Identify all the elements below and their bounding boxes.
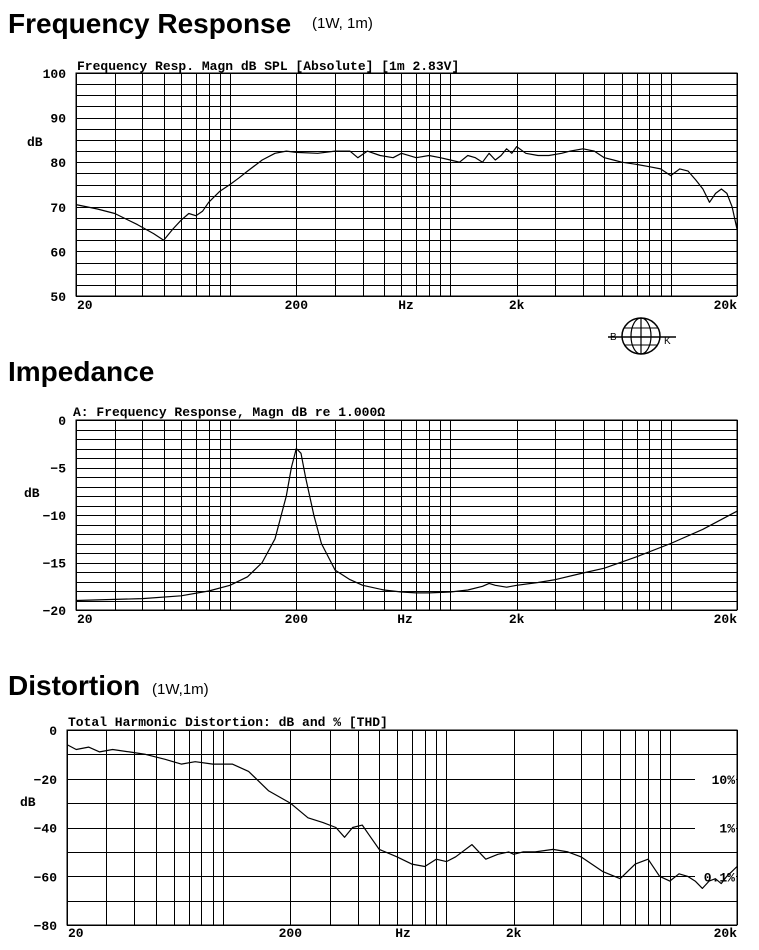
section-title-distortion: Distortion xyxy=(8,670,141,701)
y-tick-label: 60 xyxy=(50,245,66,261)
y-tick-label: 70 xyxy=(50,200,66,216)
y-tick-label: 80 xyxy=(50,156,66,172)
chart-title: A: Frequency Response, Magn dB re 1.000Ω xyxy=(73,405,386,420)
bk-logo-left-letter: B xyxy=(610,332,617,343)
x-tick-label: 200 xyxy=(284,612,309,627)
y-tick-label: −15 xyxy=(42,556,66,572)
x-tick-label: 20 xyxy=(77,298,93,313)
plot-frame xyxy=(67,730,737,925)
x-tick-label: 200 xyxy=(278,926,303,941)
bk-logo xyxy=(608,318,676,354)
y-axis-label: dB xyxy=(20,795,36,810)
y-tick-label: 0 xyxy=(49,724,57,739)
y-tick-label: −40 xyxy=(33,821,57,837)
y-tick-label: 0 xyxy=(58,414,66,429)
section-subtitle-frequency-response: (1W, 1m) xyxy=(312,15,373,32)
chart-grid xyxy=(76,73,738,297)
x-tick-label: 20k xyxy=(713,926,737,941)
section-title-impedance: Impedance xyxy=(8,356,155,387)
x-tick-label: 20 xyxy=(68,926,84,941)
y-tick-label: 50 xyxy=(50,290,66,305)
y-tick-label: −20 xyxy=(42,604,66,619)
x-tick-label: 20k xyxy=(713,612,737,627)
x-axis-label: Hz xyxy=(395,926,411,941)
y-tick-label: −80 xyxy=(33,919,57,934)
y-tick-label: −60 xyxy=(33,870,57,886)
x-tick-label: 20k xyxy=(713,298,737,313)
x-tick-label: 2k xyxy=(508,612,525,627)
x-axis-label: Hz xyxy=(398,298,414,313)
series-line xyxy=(67,745,737,889)
x-tick-label: 2k xyxy=(505,926,522,941)
y-axis-label: dB xyxy=(27,135,43,150)
x-tick-label: 2k xyxy=(508,298,525,313)
bk-logo-right-letter: K xyxy=(664,336,671,347)
y-tick-label: −20 xyxy=(33,772,57,788)
x-tick-label: 20 xyxy=(77,612,93,627)
y-tick-label: −10 xyxy=(42,509,66,524)
y-tick-label: −5 xyxy=(50,461,66,477)
y-tick-label: 100 xyxy=(42,67,66,82)
frequency-response-chart xyxy=(27,59,738,313)
impedance-chart xyxy=(24,405,738,627)
percent-annotation: 1% xyxy=(719,821,735,837)
section-subtitle-distortion: (1W,1m) xyxy=(152,681,209,698)
chart-grid xyxy=(67,730,738,926)
x-axis-label: Hz xyxy=(397,612,413,627)
section-title-frequency-response: Frequency Response xyxy=(8,8,292,39)
chart-title: Total Harmonic Distortion: dB and % [THD] xyxy=(68,715,388,730)
chart-grid xyxy=(76,420,738,611)
percent-annotation: 0.1% xyxy=(703,870,735,886)
y-tick-label: 90 xyxy=(50,111,66,127)
distortion-chart xyxy=(20,715,738,941)
percent-annotation: 10% xyxy=(711,772,735,788)
x-tick-label: 200 xyxy=(284,298,309,313)
chart-title: Frequency Resp. Magn dB SPL [Absolute] [1m 2.83V] xyxy=(77,59,460,74)
y-axis-label: dB xyxy=(24,486,40,501)
